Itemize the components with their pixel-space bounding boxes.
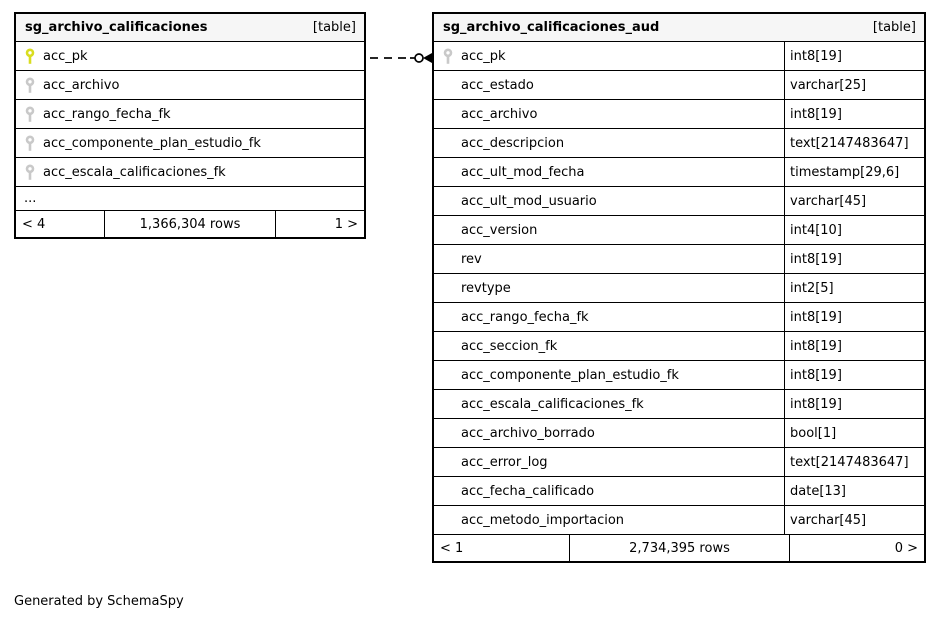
key-icon-placeholder: [442, 309, 454, 326]
column-name-cell: [434, 303, 784, 331]
column-name-cell: [16, 42, 364, 70]
parents-count: < 1: [440, 540, 464, 556]
column-name-cell: [16, 129, 364, 157]
key-icon-placeholder: [442, 77, 454, 94]
column-name-cell: [434, 419, 784, 447]
column-name: acc_archivo: [43, 77, 120, 93]
column-row: [434, 303, 924, 332]
key-icon-placeholder: [442, 251, 454, 268]
column-type: timestamp[29,6]: [784, 158, 924, 186]
column-type: int8[19]: [784, 332, 924, 360]
table-type-badge: [table]: [312, 20, 356, 35]
column-name: acc_estado: [461, 77, 534, 93]
column-name-cell: [434, 71, 784, 99]
column-name-cell: [434, 361, 784, 389]
key-icon-placeholder: [442, 222, 454, 239]
column-name: revtype: [461, 280, 511, 296]
column-row: [434, 332, 924, 361]
key-icon-placeholder: [442, 280, 454, 297]
column-row: [434, 129, 924, 158]
column-type: int8[19]: [784, 245, 924, 273]
row-count: 1,366,304 rows: [104, 211, 276, 237]
column-name-cell: [16, 158, 364, 186]
column-name-cell: [16, 100, 364, 128]
column-type: varchar[25]: [784, 71, 924, 99]
column-name: acc_escala_calificaciones_fk: [461, 396, 644, 412]
foreign-key-icon: [24, 106, 36, 123]
primary-key-icon: [24, 48, 36, 65]
column-name: acc_archivo_borrado: [461, 425, 595, 441]
column-type: int8[19]: [784, 42, 924, 70]
column-row: [16, 158, 364, 187]
column-row: [434, 477, 924, 506]
column-type: int8[19]: [784, 361, 924, 389]
key-icon-placeholder: [442, 512, 454, 529]
column-name: rev: [461, 251, 482, 267]
column-type: date[13]: [784, 477, 924, 505]
column-name-cell: [434, 274, 784, 302]
column-name: acc_pk: [43, 48, 88, 64]
column-name: acc_descripcion: [461, 135, 565, 151]
implied-relationship-connector: [366, 46, 432, 70]
table-name[interactable]: sg_archivo_calificaciones: [25, 20, 208, 35]
more-columns-marker: [16, 187, 364, 211]
column-name: acc_version: [461, 222, 538, 238]
column-row: [434, 245, 924, 274]
column-name: acc_fecha_calificado: [461, 483, 595, 499]
foreign-key-icon: [24, 164, 36, 181]
key-icon-placeholder: [442, 164, 454, 181]
parents-count: < 4: [22, 216, 46, 232]
column-row: [16, 129, 364, 158]
column-name: acc_rango_fecha_fk: [43, 106, 171, 122]
key-icon-placeholder: [442, 135, 454, 152]
column-type: int2[5]: [784, 274, 924, 302]
table-stats-bar: [434, 535, 924, 561]
column-name: acc_ult_mod_usuario: [461, 193, 597, 209]
table-name[interactable]: sg_archivo_calificaciones_aud: [443, 20, 660, 35]
column-row: [16, 71, 364, 100]
column-row: [434, 158, 924, 187]
generator-credit: Generated by SchemaSpy: [14, 594, 184, 609]
column-type: bool[1]: [784, 419, 924, 447]
table-type-badge: [table]: [872, 20, 916, 35]
column-name: acc_componente_plan_estudio_fk: [43, 135, 261, 151]
key-icon-placeholder: [442, 425, 454, 442]
arrowhead-icon: [423, 53, 432, 63]
column-name-cell: [434, 245, 784, 273]
column-type: varchar[45]: [784, 506, 924, 534]
column-name: acc_seccion_fk: [461, 338, 558, 354]
column-type: text[2147483647]: [784, 448, 924, 476]
column-row: [16, 100, 364, 129]
column-name: acc_metodo_importacion: [461, 512, 625, 528]
column-name-cell: [434, 187, 784, 215]
column-name: acc_rango_fecha_fk: [461, 309, 589, 325]
column-name: acc_error_log: [461, 454, 548, 470]
column-type: varchar[45]: [784, 187, 924, 215]
table-card-sg-archivo-calificaciones: [14, 12, 366, 239]
column-type: int4[10]: [784, 216, 924, 244]
column-name-cell: [434, 216, 784, 244]
column-type: int8[19]: [784, 100, 924, 128]
column-name-cell: [434, 477, 784, 505]
column-name-cell: [434, 506, 784, 534]
column-row: [434, 390, 924, 419]
column-type: text[2147483647]: [784, 129, 924, 157]
column-name: acc_escala_calificaciones_fk: [43, 164, 226, 180]
table-header: [16, 14, 364, 42]
column-row: [16, 42, 364, 71]
column-name-cell: [434, 448, 784, 476]
column-row: [434, 187, 924, 216]
column-name-cell: [434, 42, 784, 70]
zero-or-one-circle-icon: [415, 54, 423, 62]
column-type: int8[19]: [784, 390, 924, 418]
column-row: [434, 448, 924, 477]
table-stats-bar: [16, 211, 364, 237]
column-name-cell: [434, 390, 784, 418]
children-count: 1 >: [334, 216, 358, 232]
column-name: acc_componente_plan_estudio_fk: [461, 367, 679, 383]
column-name: acc_pk: [461, 48, 506, 64]
column-type: int8[19]: [784, 303, 924, 331]
column-name-cell: [16, 71, 364, 99]
table-header: [434, 14, 924, 42]
foreign-key-icon: [442, 48, 454, 65]
foreign-key-icon: [24, 135, 36, 152]
ellipsis-text: ...: [24, 191, 37, 206]
row-count: 2,734,395 rows: [569, 535, 790, 561]
column-name-cell: [434, 129, 784, 157]
key-icon-placeholder: [442, 193, 454, 210]
foreign-key-icon: [24, 77, 36, 94]
key-icon-placeholder: [442, 106, 454, 123]
key-icon-placeholder: [442, 367, 454, 384]
key-icon-placeholder: [442, 483, 454, 500]
column-row: [434, 100, 924, 129]
key-icon-placeholder: [442, 454, 454, 471]
column-row: [434, 216, 924, 245]
column-name-cell: [434, 100, 784, 128]
column-row: [434, 419, 924, 448]
column-row: [434, 506, 924, 535]
column-name-cell: [434, 158, 784, 186]
key-icon-placeholder: [442, 338, 454, 355]
column-rows: [16, 42, 364, 211]
column-name-cell: [434, 332, 784, 360]
column-row: [434, 361, 924, 390]
children-count: 0 >: [894, 540, 918, 556]
key-icon-placeholder: [442, 396, 454, 413]
column-row: [434, 71, 924, 100]
column-rows: [434, 42, 924, 535]
table-card-sg-archivo-calificaciones-aud: [432, 12, 926, 563]
column-name: acc_ult_mod_fecha: [461, 164, 585, 180]
column-row: [434, 274, 924, 303]
column-name: acc_archivo: [461, 106, 538, 122]
column-row: [434, 42, 924, 71]
